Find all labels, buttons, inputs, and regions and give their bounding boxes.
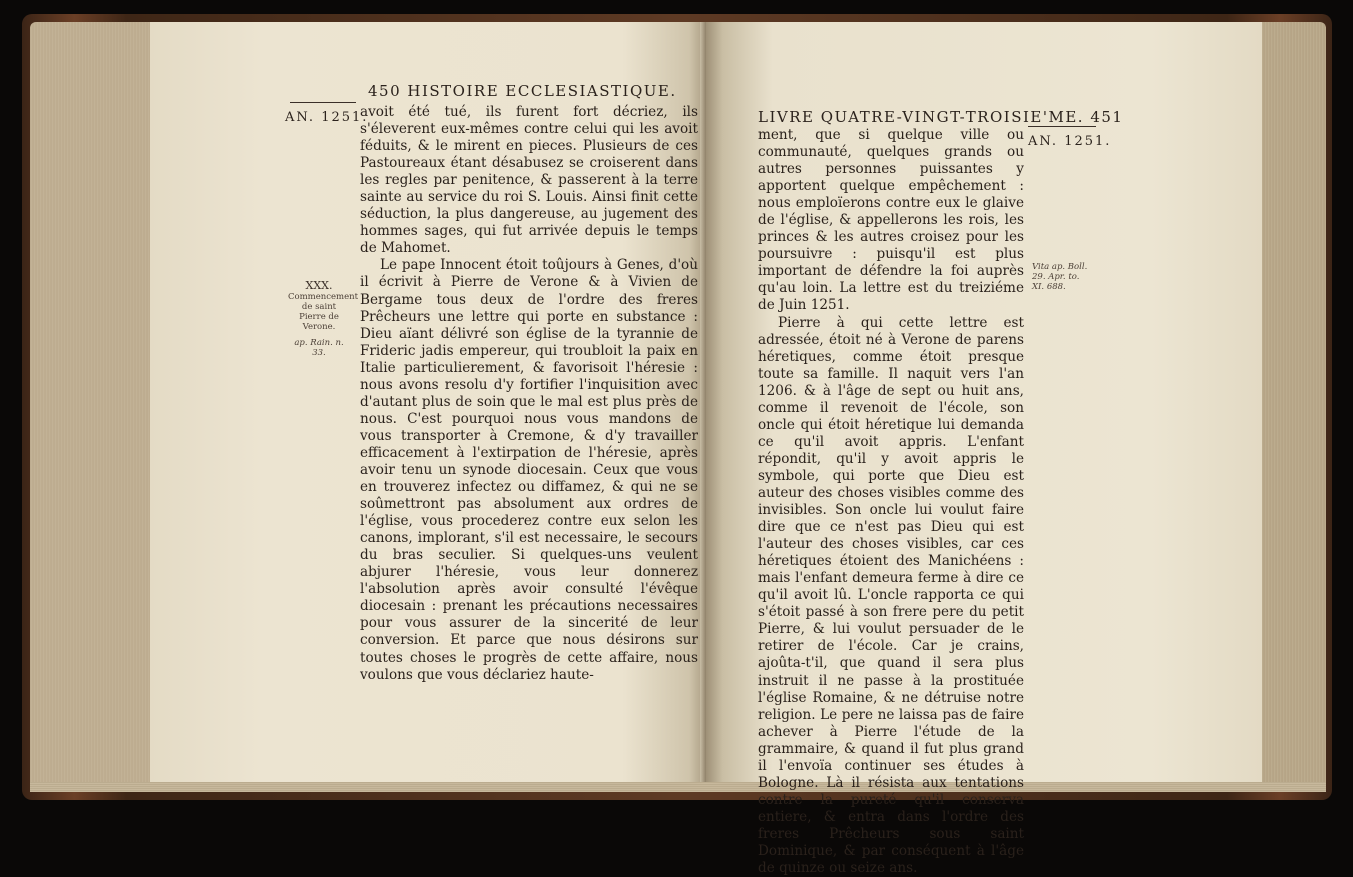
right-margin-reference: Vita ap. Boll. 29. Apr. to. XI. 688. xyxy=(1032,262,1088,292)
right-paragraph-1: ment, que si quelque ville ou communauté, quelques grands ou autres personnes puissantes y apportent quelque empêchement : nous emploïerons contre eux le glaive de l'église, & appellerons les rois, les princes & les autres croisez pour les poursuivre : puisqu'il est plus important de défendre la foi auprès qu'au loin. La lettre est du treiziéme de Juin 1251. xyxy=(758,127,1024,314)
margin-rule xyxy=(1028,126,1096,127)
right-paragraph-2: Pierre à qui cette lettre est adressée, étoit né à Verone de parens héretiques, comme étoit presque toute sa famille. Il naquit vers l'an 1206. & à l'âge de sept ou huit ans, comme il revenoit de l'école, son oncle qui étoit héretique lui demanda ce qu'il avoit appris. L'enfant répondit, qu'il y avoit appris le symbole, qui porte que Dieu est auteur des choses visibles comme des invisibles. Son oncle lui voulut faire dire que ce n'est pas Dieu qui est l'auteur des choses visibles, car ces héretiques étoient des Manichéens : mais l'enfant demeura ferme à dire ce qu'il avoit lû. L'oncle rapporta ce qui s'étoit passé à son frere pere du petit Pierre, & lui voulut persuader de le retirer de l'école. Car je crains, ajoûta-t'il, que quand il sera plus instruit il ne passe à la prostituée l'église Romaine, & ne détruise notre religion. Le pere ne laissa pas de faire achever à Pierre l'étude de la grammaire, & quand il fut plus grand il l'envoïa continuer ses études à Bologne. Là il résista aux tentations contre la pureté qu'il conserva entiere, & entra dans l'ordre des freres Prêcheurs sous saint Dominique, & par conséquent à l'âge de quinze ou seize ans. xyxy=(758,314,1024,877)
left-margin-year: AN. 1251. xyxy=(285,110,369,125)
left-page xyxy=(150,22,706,782)
margin-reference: ap. Rain. n. 33. xyxy=(294,338,344,358)
left-page-header: 450 HISTOIRE ECCLESIASTIQUE. xyxy=(368,82,677,100)
right-page-body xyxy=(758,127,1024,877)
margin-rule xyxy=(290,102,356,103)
margin-section-number: XXX. xyxy=(305,279,333,292)
left-paragraph-1: avoit été tué, ils furent fort décriez, ils s'éleverent eux-mêmes contre celui qui les avoit féduits, & le mirent en pieces. Plusieurs de ces Pastoureaux étant désabusez se croiserent dans les regles par penitence, & passerent à la terre sainte au service du roi S. Louis. Ainsi finit cette séduction, la plus dangereuse, au jugement des hommes sages, qui fut arrivée depuis le temps de Mahomet. xyxy=(360,104,698,257)
bottom-page-edges xyxy=(30,782,1326,792)
right-margin-year: AN. 1251. xyxy=(1028,134,1112,149)
left-paragraph-2: Le pape Innocent étoit toûjours à Genes, d'où il écrivit à Pierre de Verone & à Vivien de Bergame tous deux de l'ordre des freres Prêcheurs une lettre qui porte en substance : Dieu aïant délivré son église de la tyrannie de Frideric jadis empereur, qui troubloit la paix en Italie particulierement, & favorisoit l'héresie : nous avons resolu d'y fortifier l'inquisition avec d'autant plus de soin que le mal est plus près de nous. C'est pourquoi nous vous mandons de vous transporter à Cremone, & d'y travailler efficacement à l'extirpation de l'héresie, après avoir tenu un synode diocesain. Ceux que vous en trouverez infectez ou diffamez, & qui ne se soûmettront pas absolument aux ordres de l'église, vous procederez contre eux selon les canons, implorant, s'il est necessaire, le secours du bras seculier. Si quelques-uns veulent abjurer l'héresie, vous leur donnerez l'absolution après avoir consulté l'évêque diocesain : prenant les précautions necessaires pour vous assurer de la sincerité de leur conversion. Et parce que nous désirons sur toutes choses le progrès de cette affaire, nous voulons que vous déclariez haute- xyxy=(360,257,698,683)
right-page-edges xyxy=(1258,22,1326,792)
right-page-header: LIVRE QUATRE-VINGT-TROISIE'ME. 451 xyxy=(758,108,1124,126)
left-page-edges xyxy=(30,22,160,792)
margin-section-title: Commencement de saint Pierre de Verone. xyxy=(288,292,359,332)
left-margin-note xyxy=(288,279,359,358)
right-page xyxy=(706,22,1262,877)
left-page-body xyxy=(360,104,698,684)
